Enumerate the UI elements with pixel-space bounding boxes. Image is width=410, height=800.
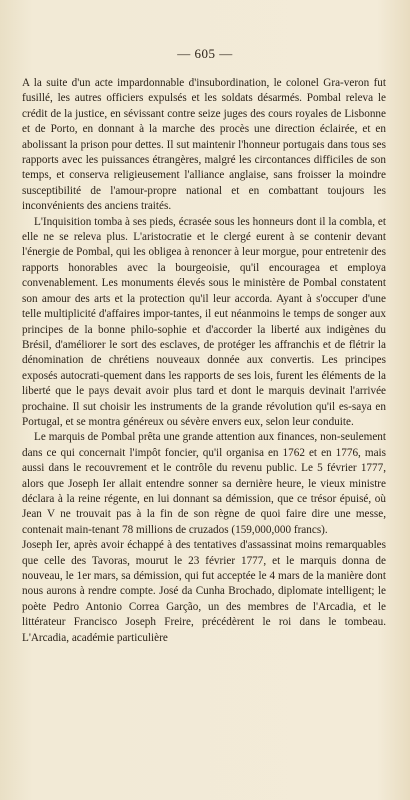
paragraph: Joseph Ier, après avoir échappé à des tentatives d'assassinat moins remarquables que celle des Tavoras, mourut le 23 février 1777, et le marquis donna de nouveau, le 1er mars, sa démission, qui fut acceptée le 4 mars de la manière dont nous aurons à rendre compte. José da Cunha Brochado, diplomate intelligent; le poète Pedro Antonio Correa Garção, un des membres de l'Arcadia, et le littérateur Francisco Joseph Freire, précédèrent le roi dans le tombeau. L'Arcadia, académie particulière [22,539,386,644]
paragraph: Le marquis de Pombal prêta une grande attention aux finances, non-seulement dans ce qui concernait l'impôt foncier, qu'il organisa en 1762 et en 1776, mais aussi dans le recouvrement et le contrôle du revenu public. Le 5 février 1777, alors que Joseph Ier allait entendre sonner sa dernière heure, le vieux ministre déclara à la reine régente, en lui donnant sa démission, que ce trésor épuisé, où Jean V ne trouvait pas à la fin de son règne de quoi faire dire une messe, contenait main-tenant 78 millions de cruzados (159,000,000 francs). [22,431,386,536]
paragraph: L'Inquisition tomba à ses pieds, écrasée sous les honneurs dont il la combla, et elle ne se releva plus. L'aristocratie et le clergé eurent à se contenir devant l'énergie de Pombal, qui les obligea à renoncer à leur morgue, pour entretenir des rapports honorables avec la bourgeoisie, qu'il encouragea et employa convenablement. Les monuments élevés sous le ministère de Pombal constatent son amour des arts et la protection qu'il leur accorda. Ayant à s'occuper d'une telle multiplicité d'affaires impor-tantes, il eut néanmoins le temps de songer aux principes de la bonne philo-sophie et d'accorder la liberté aux indigènes du Brésil, d'améliorer le sort des esclaves, de protéger les affranchis et de flétrir la dénomination de chrétiens nouveaux donnée aux convertis. Les principes exposés autocrati-quement dans les rapports de ses lois, furent les éléments de la liberté que le pays devait avoir plus tard et dont le marquis devinait l'arrivée prochaine. Il sut choisir les instruments de la grande révolution qu'il es-saya en Portugal, et se montra généreux ou sévère envers eux, selon leur conduite. [22,215,386,428]
page-number: — 605 — [177,46,233,61]
body-text [22,76,386,646]
paragraph: A la suite d'un acte impardonnable d'insubordination, le colonel Gra-veron fut fusillé, les autres officiers expulsés et les soldats désarmés. Pombal releva le crédit de la justice, en sévissant contre seize juges des cours royales de Lisbonne et de Porto, en donnant à la marche des procès une direction éclairée, et en abolissant la prison pour dettes. Il sut maintenir l'honneur portugais dans tous ses rapports avec les puissances étrangères, malgré les circontances difficiles de son temps, et conserva religieusement l'alliance anglaise, sans froisser la moindre susceptibilité de l'amour-propre national et en combattant toujours les inconvénients des anciens traités. [22,77,386,213]
